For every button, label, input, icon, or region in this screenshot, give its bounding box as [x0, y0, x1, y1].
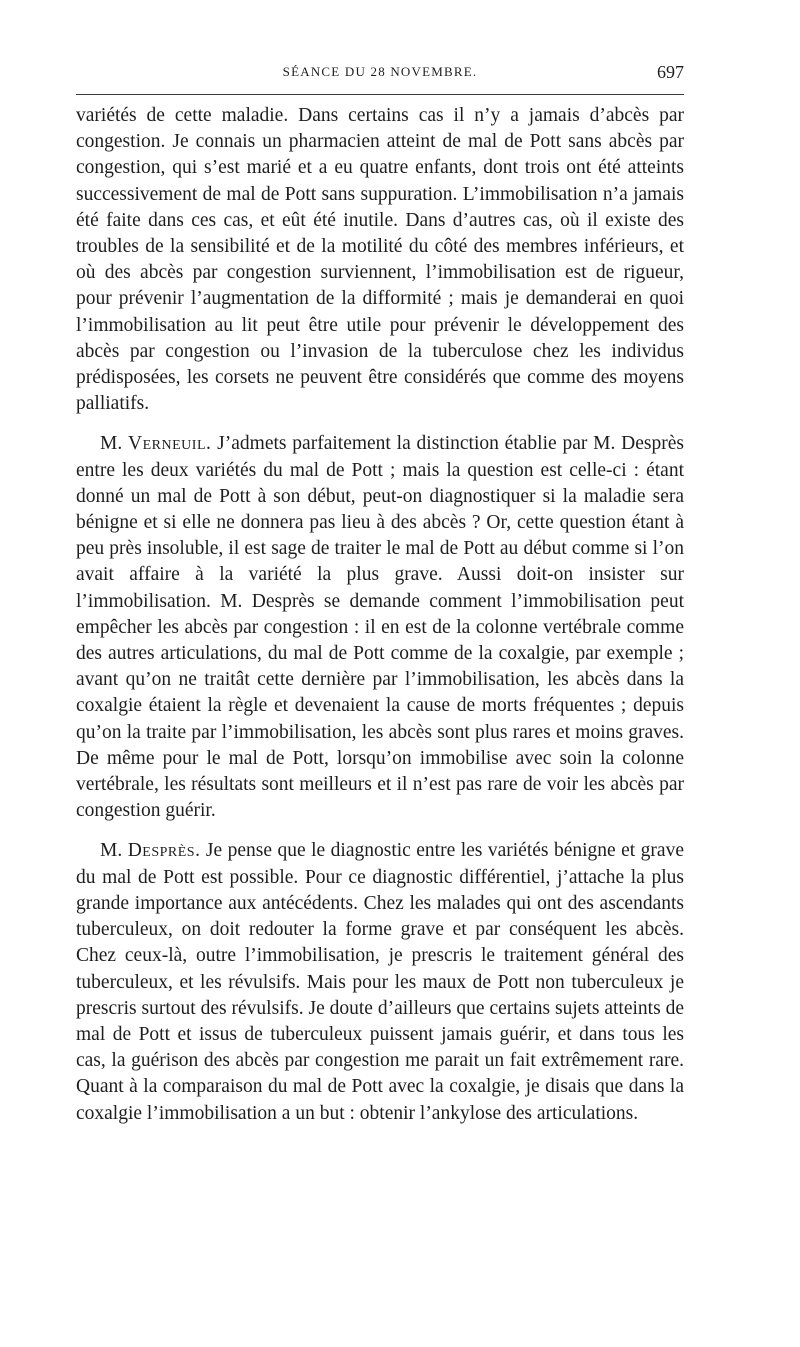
- running-head: [76, 60, 684, 84]
- page-number: 697: [657, 62, 684, 82]
- speaker-prefix: M.: [100, 840, 128, 862]
- running-title: SÉANCE DU 28 NOVEMBRE.: [282, 64, 478, 79]
- speaker-name: Desprès.: [127, 840, 201, 862]
- header-rule: [76, 94, 684, 95]
- body-text: [76, 103, 684, 1141]
- paragraph-text: J’admets parfaitement la distinction établie par M. Desprès entre les deux variétés du mal de Pott ; mais la question est celle-ci : étant donné un mal de Pott à son début, peut-on diagnostiquer si la maladie sera bénigne et si elle ne donnera pas lieu à des abcès ? Or, cette question étant à peu près insoluble, il est sage de traiter le mal de Pott au début comme si l’on avait affaire à la variété la plus grave. Aussi doit-on insister sur l’immobilisation. M. Desprès se demande comment l’immobilisation peut empêcher les abcès par congestion : il en est de la colonne vertébrale comme des autres articulations, du mal de Pott comme de la coxalgie, par exemple ; avant qu’on ne traitât cette dernière par l’immobilisation, les abcès dans la coxalgie étaient la règle et devenaient la cause de morts fréquentes ; depuis qu’on la traite par l’immobilisation, les abcès sont plus rares et moins graves. De même pour le mal de Pott, lorsqu’on immobilise avec soin la colonne vertébrale, les résultats sont meilleurs et il n’est pas rare de voir les abcès par congestion guérir.: [76, 433, 684, 822]
- paragraph-verneuil: [76, 431, 684, 824]
- paragraph-despres: [76, 838, 684, 1126]
- paragraph-text: Je pense que le diagnostic entre les variétés bénigne et grave du mal de Pott est possible. Pour ce diagnostic différentiel, j’attache la plus grande importance aux antécédents. Chez les malades qui ont des ascendants tuberculeux, on doit redouter la forme grave et par conséquent les abcès. Chez ceux-là, outre l’immobilisation, je prescris le traitement général des tuberculeux, et les révulsifs. Mais pour les maux de Pott non tuberculeux je prescris surtout des révulsifs. Je doute d’ailleurs que certains sujets atteints de mal de Pott et issus de tuberculeux puissent jamais guérir, et dans tous les cas, la guérison des abcès par congestion me parait un fait extrêmement rare. Quant à la comparaison du mal de Pott avec la coxalgie, je disais que dans la coxalgie l’immobilisation a un but : obtenir l’ankylose des articulations.: [76, 840, 684, 1124]
- paragraph-text: variétés de cette maladie. Dans certains cas il n’y a jamais d’abcès par congestion. Je connais un pharmacien atteint de mal de Pott sans abcès par congestion, qui s’est marié et a eu quatre enfants, dont trois ont été atteints successivement de mal de Pott sans suppuration. L’immobilisation n’a jamais été faite dans ces cas, et eût été inutile. Dans d’autres cas, où il existe des troubles de la sensibilité et de la motilité du côté des membres inférieurs, et où des abcès par congestion surviennent, l’immobilisation est de rigueur, pour prévenir l’augmentation de la difformité ; mais je demanderai en quoi l’immobilisation au lit peut être utile pour prévenir le développement des abcès par congestion ou l’invasion de la tuberculose chez les individus prédisposées, les corsets ne peuvent être considérés que comme des moyens palliatifs.: [76, 105, 684, 415]
- paragraph: [76, 103, 684, 417]
- speaker-prefix: M.: [100, 433, 129, 455]
- speaker-name: Verneuil.: [128, 433, 212, 455]
